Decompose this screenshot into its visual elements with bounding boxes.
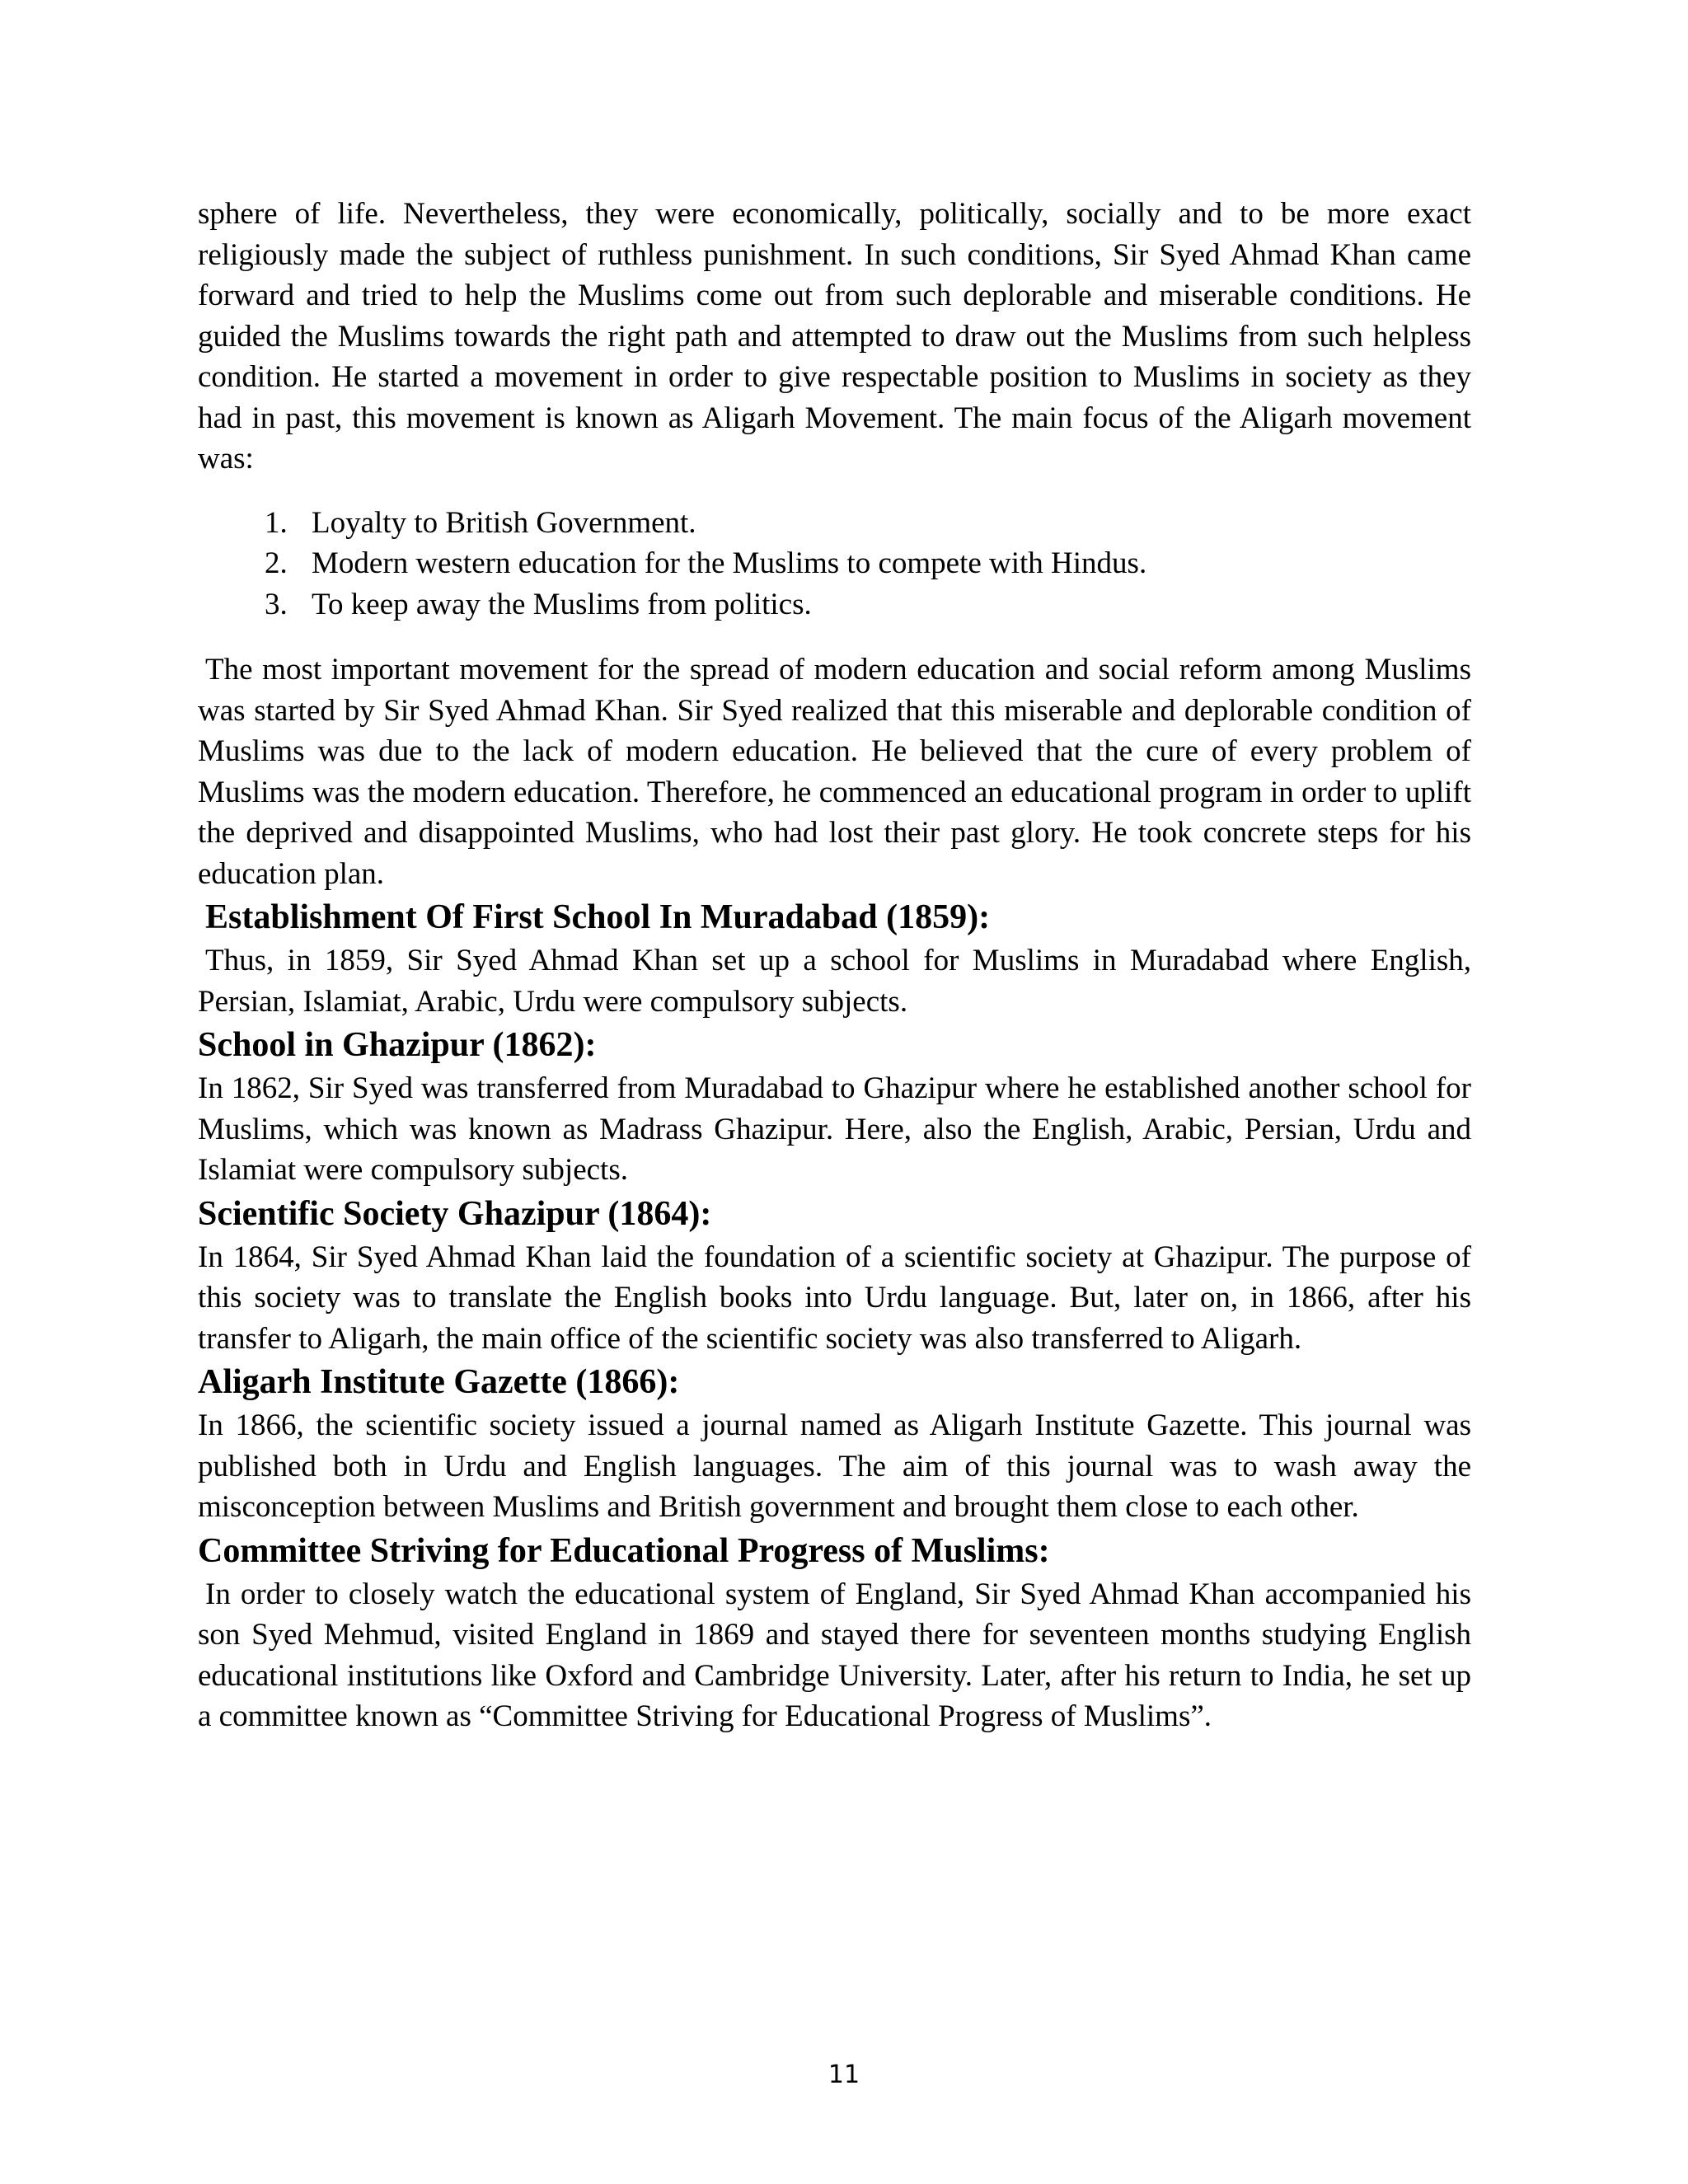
list-item: 1. Loyalty to British Government. [295, 503, 1471, 544]
aligarh-focus-list [198, 503, 1471, 626]
section-heading-ghazipur-school: School in Ghazipur (1862): [198, 1026, 597, 1064]
education-paragraph: The most important movement for the spread of modern education and social reform among Muslims was started by Sir Syed Ahmad Khan. Sir Syed realized that this miserable and deplorable condition of Muslims was due to the lack of modern education. He believed that the cure of every problem of Muslims was the modern education. Therefore, he commenced an educational program in order to uplift the deprived and disappointed Muslims, who had lost their past glory. He took concrete steps for his education plan. [198, 653, 1471, 891]
section-text-scientific-society: In 1864, Sir Syed Ahmad Khan laid the foundation of a scientific society at Ghazipur. The purpose of this society was to translate the English books into Urdu language. But, later on, in 1866, after his transfer to Aligarh, the main office of the scientific society was also transferred to Aligarh. [198, 1240, 1471, 1356]
list-item: 2. Modern western education for the Muslims to compete with Hindus. [295, 543, 1471, 584]
section-heading-scientific-society: Scientific Society Ghazipur (1864): [198, 1194, 712, 1233]
section-heading-muradabad: Establishment Of First School In Muradabad (1859): [205, 898, 991, 936]
list-item: 3. To keep away the Muslims from politics. [295, 584, 1471, 626]
section-text-muradabad: Thus, in 1859, Sir Syed Ahmad Khan set up a school for Muslims in Muradabad where English, Persian, Islamiat, Arabic, Urdu were compulsory subjects. [198, 944, 1471, 1019]
section-heading-institute-gazette: Aligarh Institute Gazette (1866): [198, 1363, 680, 1401]
section-text-committee: In order to closely watch the educational system of England, Sir Syed Ahmad Khan accompanied his son Syed Mehmud, visited England in 1869 and stayed there for seventeen months studying English educational institutions like Oxford and Cambridge University. Later, after his return to India, he set up a committee known as “Committee Striving for Educational Progress of Muslims”. [198, 1577, 1471, 1733]
section-heading-committee: Committee Striving for Educational Progress of Muslims: [198, 1531, 1050, 1570]
intro-paragraph: sphere of life. Nevertheless, they were economically, politically, socially and to be more exact religiously made the subject of ruthless punishment. In such conditions, Sir Syed Ahmad Khan came forward and tried to help the Muslims come out from such deplorable and miserable conditions. He guided the Muslims towards the right path and attempted to draw out the Muslims from such helpless condition. He started a movement in order to give respectable position to Muslims in society as they had in past, this movement is known as Aligarh Movement. The main focus of the Aligarh movement was: [198, 197, 1471, 476]
section-text-institute-gazette: In 1866, the scientific society issued a journal named as Aligarh Institute Gazette. This journal was published both in Urdu and English languages. The aim of this journal was to wash away the misconception between Muslims and British government and brought them close to each other. [198, 1408, 1471, 1524]
document-page [198, 194, 1471, 1737]
section-text-ghazipur-school: In 1862, Sir Syed was transferred from Muradabad to Ghazipur where he established another school for Muslims, which was known as Madrass Ghazipur. Here, also the English, Arabic, Persian, Urdu and Islamiat were compulsory subjects. [198, 1071, 1471, 1187]
page-number: 11 [828, 2060, 860, 2089]
